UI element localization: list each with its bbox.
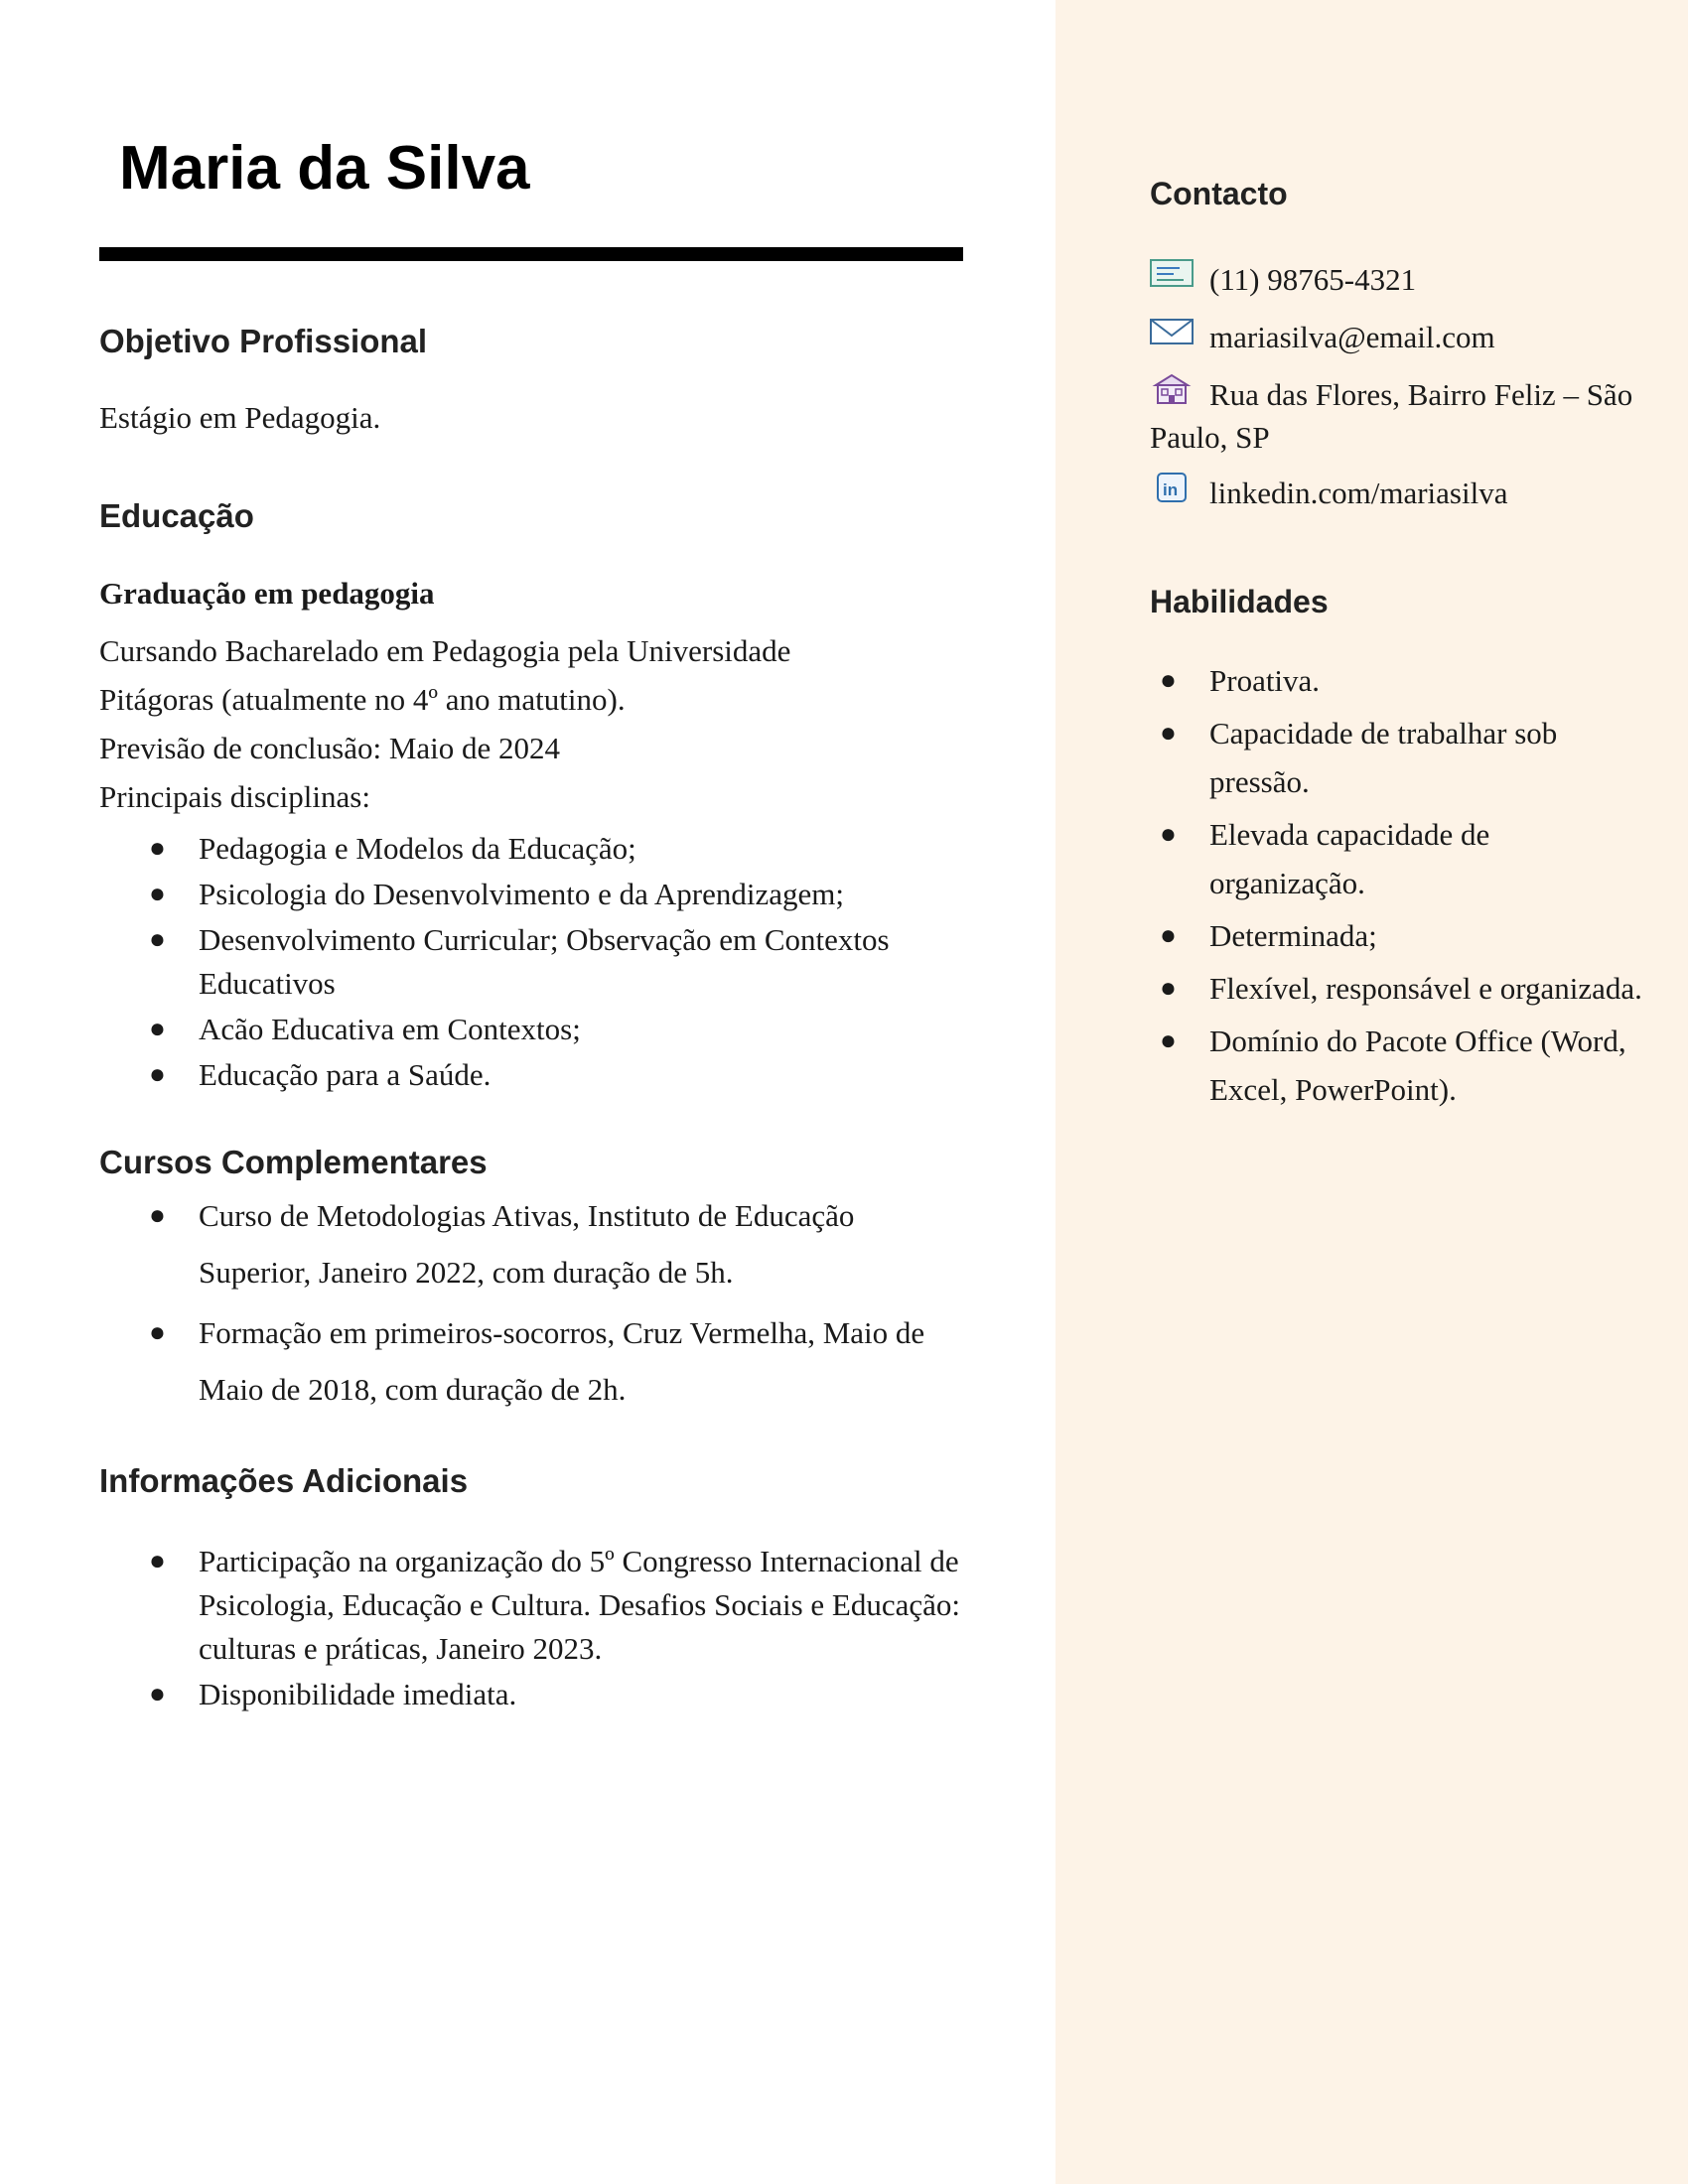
contacto-heading: Contacto [1150, 176, 1288, 211]
contact-phone [1150, 258, 1646, 301]
bullet-icon: ● [149, 1014, 166, 1044]
bullet-icon: ● [1160, 920, 1177, 951]
bullet-icon: ● [149, 833, 166, 864]
cursos-heading: Cursos Complementares [99, 1144, 488, 1180]
title-divider [99, 247, 963, 261]
phone-card-icon [1150, 258, 1196, 298]
educacao-line: Previsão de conclusão: Maio de 2024 [99, 731, 561, 765]
info-list [99, 1540, 973, 1718]
list-item: ● Curso de Metodologias Ativas, Instituto de Educação Superior, Janeiro 2022, com duração de 5h. [99, 1187, 973, 1300]
bullet-icon: ● [1160, 665, 1177, 696]
list-item: ● Domínio do Pacote Office (Word, Excel, PowerPoint). [1051, 1017, 1646, 1114]
contact-email [1150, 316, 1646, 358]
list-item: ● Elevada capacidade de organização. [1051, 810, 1646, 907]
list-item: ● Participação na organização do 5º Congresso Internacional de Psicologia, Educação e Cultura. Desafios Sociais e Educação: culturas e práticas, Janeiro 2023. [99, 1540, 973, 1671]
linkedin-icon [1150, 472, 1196, 511]
list-item: ● Determinada; [1051, 911, 1646, 960]
linkedin-link[interactable]: linkedin.com/mariasilva [1209, 476, 1508, 510]
list-item: ● Educação para a Saúde. [99, 1053, 973, 1097]
bullet-icon: ● [149, 1317, 166, 1348]
habilidades-heading: Habilidades [1150, 584, 1329, 619]
bullet-icon: ● [149, 1059, 166, 1090]
bullet-icon: ● [1160, 973, 1177, 1004]
bullet-icon: ● [1160, 1025, 1177, 1056]
educacao-line: Cursando Bacharelado em Pedagogia pela Universidade [99, 633, 791, 668]
list-item: ● Desenvolvimento Curricular; Observação em Contextos Educativos [99, 918, 973, 1006]
objetivo-heading: Objetivo Profissional [99, 323, 428, 359]
educacao-line: Principais disciplinas: [99, 779, 370, 814]
contact-address [1150, 373, 1646, 459]
info-heading: Informações Adicionais [99, 1462, 469, 1499]
bullet-icon: ● [149, 1200, 166, 1231]
cursos-list [99, 1187, 973, 1422]
habilidades-list [1051, 656, 1646, 1118]
bullet-icon: ● [149, 1546, 166, 1576]
disciplinas-list [99, 827, 973, 1099]
envelope-icon [1150, 316, 1196, 355]
objetivo-text: Estágio em Pedagogia. [99, 400, 381, 435]
address-text: Rua das Flores, Bairro Feliz – São Paulo, SP [1150, 377, 1633, 455]
bullet-icon: ● [1160, 819, 1177, 850]
list-item: ● Psicologia do Desenvolvimento e da Aprendizagem; [99, 873, 973, 916]
candidate-name: Maria da Silva [119, 134, 530, 203]
phone-text[interactable]: (11) 98765-4321 [1209, 262, 1417, 297]
list-item: ● Acão Educativa em Contextos; [99, 1008, 973, 1051]
list-item: ● Proativa. [1051, 656, 1646, 705]
contact-linkedin [1150, 472, 1646, 514]
degree-title: Graduação em pedagogia [99, 576, 435, 611]
list-item: ● Formação em primeiros-socorros, Cruz Vermelha, Maio de Maio de 2018, com duração de 2h. [99, 1304, 973, 1418]
educacao-line: Pitágoras (atualmente no 4º ano matutino). [99, 682, 626, 717]
list-item: ● Capacidade de trabalhar sob pressão. [1051, 709, 1646, 806]
bullet-icon: ● [149, 924, 166, 955]
educacao-heading: Educação [99, 497, 254, 534]
list-item: ● Flexível, responsável e organizada. [1051, 964, 1646, 1013]
bullet-icon: ● [149, 879, 166, 909]
list-item: ● Disponibilidade imediata. [99, 1673, 973, 1716]
house-icon [1150, 373, 1196, 413]
svg-text:in: in [1163, 480, 1179, 499]
email-link[interactable]: mariasilva@email.com [1209, 320, 1495, 354]
list-item: ● Pedagogia e Modelos da Educação; [99, 827, 973, 871]
bullet-icon: ● [149, 1679, 166, 1709]
bullet-icon: ● [1160, 718, 1177, 749]
